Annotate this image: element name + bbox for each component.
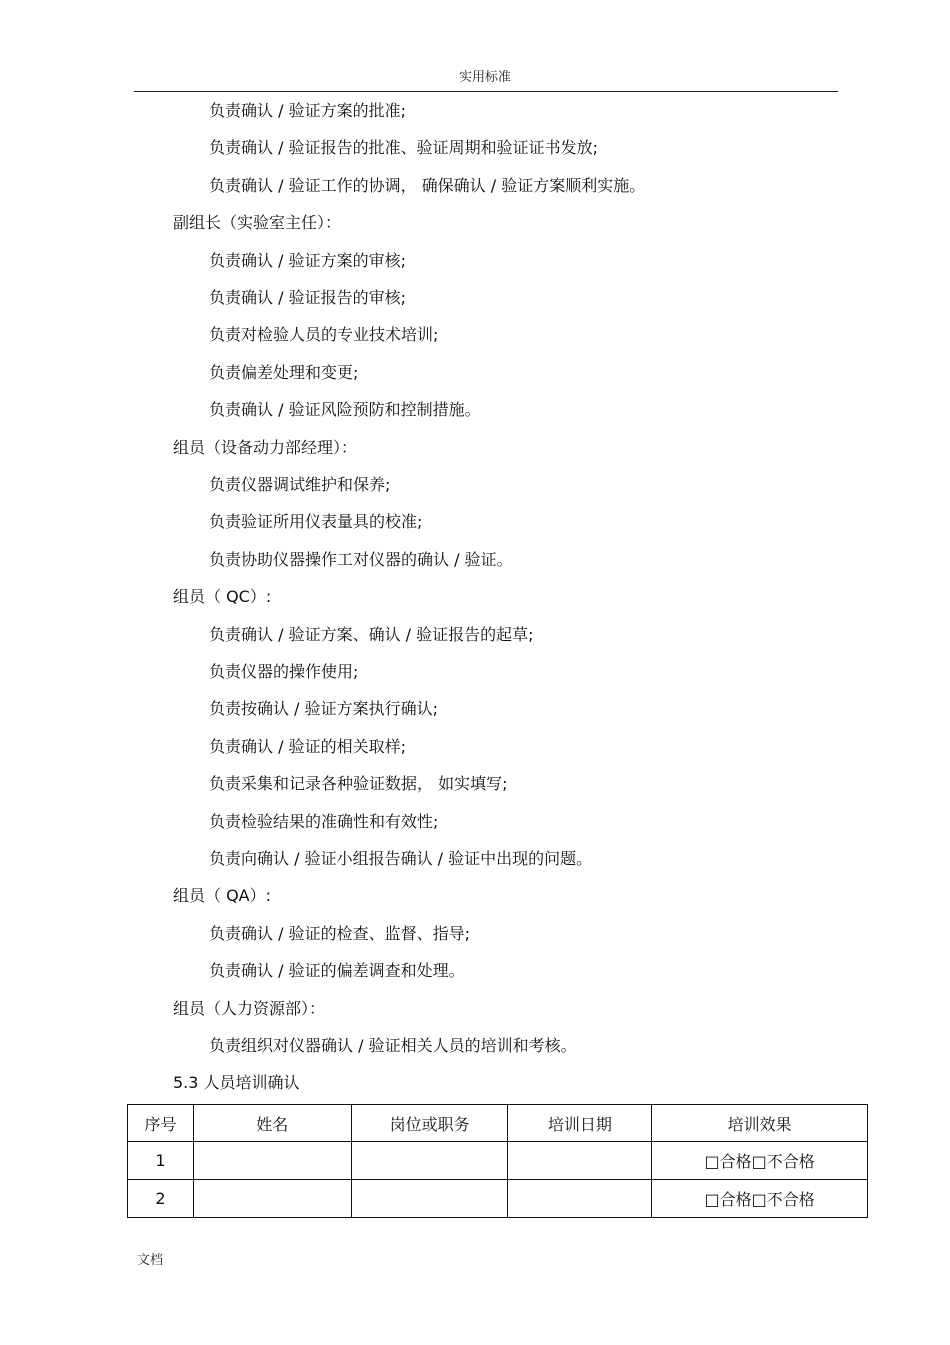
- table-cell: [508, 1142, 652, 1180]
- role-heading: 组员（设备动力部经理）：: [173, 437, 358, 457]
- responsibility-item: 负责组织对仪器确认 / 验证相关人员的培训和考核。: [209, 1036, 577, 1055]
- table-cell: 2: [128, 1180, 194, 1218]
- table-cell: □合格□不合格: [652, 1142, 868, 1180]
- table-cell: [508, 1180, 652, 1218]
- responsibility-item: 负责确认 / 验证方案的审核;: [209, 250, 406, 270]
- responsibility-item: 负责对检验人员的专业技术培训;: [209, 325, 439, 345]
- header-divider: [134, 91, 838, 92]
- role-heading: 组员（ QC）:: [173, 587, 272, 607]
- training-table: [127, 1104, 868, 1218]
- responsibility-item: 负责确认 / 验证的相关取样;: [209, 736, 406, 756]
- table-cell: [351, 1142, 508, 1180]
- table-cell: □合格□不合格: [652, 1180, 868, 1218]
- table-header-cell: 姓名: [193, 1105, 351, 1142]
- table-header-cell: 岗位或职务: [351, 1105, 508, 1142]
- table-header-cell: 培训日期: [508, 1105, 652, 1142]
- table-cell: [351, 1180, 508, 1218]
- role-heading: 副组长（实验室主任）：: [173, 213, 342, 233]
- table-header-row: [128, 1105, 868, 1142]
- responsibility-item: 负责偏差处理和变更;: [209, 362, 359, 382]
- responsibility-item: 负责确认 / 验证工作的协调， 确保确认 / 验证方案顺利实施。: [209, 175, 646, 195]
- role-heading: 组员（人力资源部）：: [173, 998, 326, 1018]
- page-footer-text: 文档: [137, 1253, 164, 1268]
- page-header-title: 实用标准: [458, 70, 511, 85]
- responsibility-item: 负责确认 / 验证的检查、监督、指导;: [209, 923, 470, 943]
- responsibility-item: 负责确认 / 验证报告的审核;: [209, 288, 406, 307]
- responsibility-item: 负责按确认 / 验证方案执行确认;: [209, 699, 438, 719]
- responsibility-item: 负责仪器调试维护和保养;: [209, 475, 391, 494]
- table-cell: [193, 1142, 351, 1180]
- table-cell: [193, 1180, 351, 1218]
- responsibility-item: 负责确认 / 验证风险预防和控制措施。: [209, 400, 481, 420]
- section-heading: 5.3 人员培训确认: [173, 1073, 300, 1093]
- responsibility-item: 负责验证所用仪表量具的校准;: [209, 512, 423, 532]
- table-header-cell: 培训效果: [652, 1105, 868, 1142]
- responsibility-item: 负责确认 / 验证报告的批准、验证周期和验证证书发放;: [209, 138, 598, 158]
- responsibility-item: 负责检验结果的准确性和有效性;: [209, 811, 439, 831]
- responsibility-item: 负责向确认 / 验证小组报告确认 / 验证中出现的问题。: [209, 849, 593, 868]
- responsibility-item: 负责采集和记录各种验证数据， 如实填写;: [209, 774, 508, 794]
- table-row: [128, 1180, 868, 1218]
- table-row: [128, 1142, 868, 1180]
- responsibility-item: 负责协助仪器操作工对仪器的确认 / 验证。: [209, 549, 513, 569]
- responsibility-item: 负责确认 / 验证方案、确认 / 验证报告的起草;: [209, 624, 534, 644]
- responsibility-item: 负责确认 / 验证的偏差调查和处理。: [209, 961, 465, 981]
- responsibility-item: 负责确认 / 验证方案的批准;: [209, 101, 406, 120]
- table-header-cell: 序号: [128, 1105, 194, 1142]
- table-cell: 1: [128, 1142, 194, 1180]
- role-heading: 组员（ QA）:: [173, 886, 272, 906]
- responsibility-item: 负责仪器的操作使用;: [209, 662, 359, 681]
